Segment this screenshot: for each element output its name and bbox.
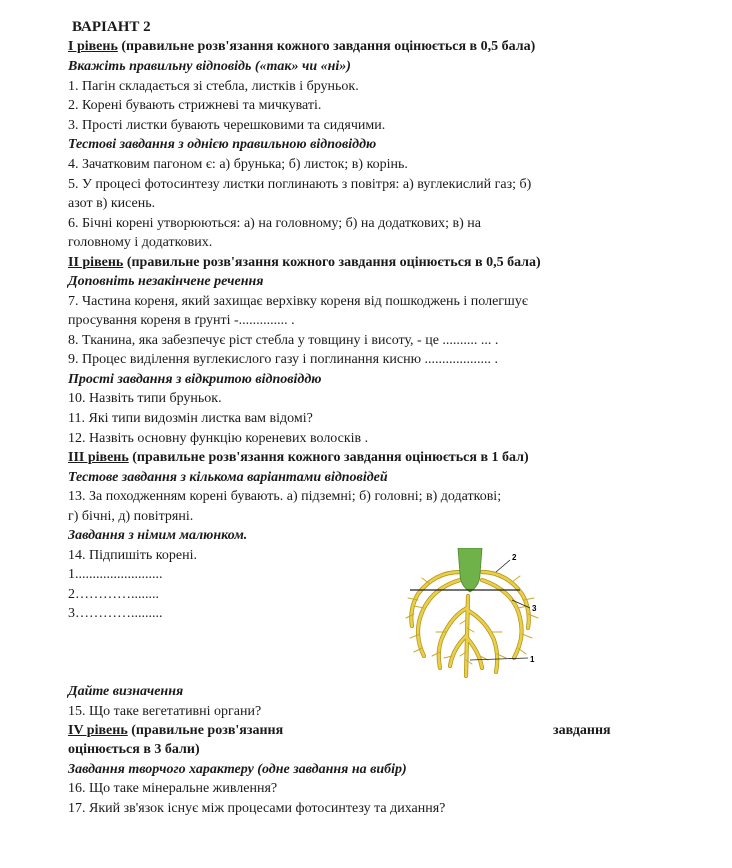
question-1: 1. Пагін складається зі стебла, листків і бруньок. bbox=[68, 79, 359, 94]
level2-heading-rest: (правильне розв'язання кожного завдання оцінюється в 0,5 бала) bbox=[123, 255, 541, 270]
answer-blank-2: 2…………........ bbox=[68, 587, 159, 602]
root-system-figure bbox=[400, 548, 550, 683]
question-16: 16. Що таке мінеральне живлення? bbox=[68, 781, 278, 796]
level4-heading-line2: оцінюється в 3 бали) bbox=[68, 742, 200, 757]
question-15: 15. Що таке вегетативні органи? bbox=[68, 704, 262, 719]
question-13-line1: 13. За походженням корені бувають. а) підземні; б) головні; в) додаткові; bbox=[68, 489, 502, 504]
level1-heading-link: І рівень bbox=[68, 39, 118, 54]
level1-section-single-choice: Тестові завдання з однією правильною відповіддю bbox=[68, 137, 377, 152]
question-12: 12. Назвіть основну функцію кореневих волосків . bbox=[68, 431, 369, 446]
level3-heading-link: ІІІ рівень bbox=[68, 450, 129, 465]
leader-line-2 bbox=[496, 560, 510, 572]
level4-heading bbox=[68, 722, 283, 740]
level4-heading-right: завдання bbox=[553, 723, 611, 738]
level4-heading-link: IV рівень bbox=[68, 723, 128, 738]
level4-heading-rest: (правильне розв'язання bbox=[127, 723, 284, 738]
level1-heading-rest: (правильне розв'язання кожного завдання оцінюється в 0,5 бала) bbox=[117, 39, 536, 54]
question-5-line1: 5. У процесі фотосинтезу листки поглинають з повітря: а) вуглекислий газ; б) bbox=[68, 177, 532, 192]
variant-title: ВАРІАНТ 2 bbox=[72, 19, 151, 35]
level3-heading-rest: (правильне розв'язання кожного завдання оцінюється в 1 бал) bbox=[128, 450, 529, 465]
question-13-line2: г) бічні, д) повітряні. bbox=[68, 509, 194, 524]
level3-section-silent-picture: Завдання з німим малюнком. bbox=[68, 528, 248, 543]
stem-shape bbox=[458, 548, 482, 592]
answer-blank-3: 3…………......... bbox=[68, 606, 163, 621]
question-6-line1: 6. Бічні корені утворюються: а) на головному; б) на додаткових; в) на bbox=[68, 216, 481, 231]
level3-section-definitions: Дайте визначення bbox=[68, 684, 184, 699]
level3-heading bbox=[68, 449, 529, 467]
question-2: 2. Корені бувають стрижневі та мичкуваті. bbox=[68, 98, 322, 113]
question-5-line2: азот в) кисень. bbox=[68, 196, 156, 211]
question-11: 11. Які типи видозмін листка вам відомі? bbox=[68, 411, 313, 426]
question-6-line2: головному і додаткових. bbox=[68, 235, 213, 250]
question-10: 10. Назвіть типи бруньок. bbox=[68, 391, 222, 406]
answer-blank-1: 1......................... bbox=[68, 567, 163, 582]
level1-heading bbox=[68, 38, 535, 56]
figure-label-3: 3 bbox=[532, 604, 537, 613]
question-14: 14. Підпишіть корені. bbox=[68, 548, 197, 563]
level2-section-complete-sentence: Доповніть незакінчене речення bbox=[68, 274, 264, 289]
level4-section-creative: Завдання творчого характеру (одне завдання на вибір) bbox=[68, 762, 407, 777]
question-8: 8. Тканина, яка забезпечує ріст стебла у товщину і висоту, - це .......... ... . bbox=[68, 333, 499, 348]
level3-section-multiple-choice: Тестове завдання з кількома варіантами відповідей bbox=[68, 470, 388, 485]
level2-heading-link: ІІ рівень bbox=[68, 255, 124, 270]
figure-label-2: 2 bbox=[512, 553, 517, 562]
level2-heading bbox=[68, 254, 541, 272]
level1-section-true-false: Вкажіть правильну відповідь («так» чи «ні») bbox=[68, 59, 351, 74]
question-3: 3. Прості листки бувають черешковими та сидячими. bbox=[68, 118, 386, 133]
question-9: 9. Процес виділення вуглекислого газу і поглинання кисню ................... . bbox=[68, 352, 499, 367]
question-4: 4. Зачатковим пагоном є: а) брунька; б) листок; в) корінь. bbox=[68, 157, 408, 172]
question-7-line2: просування кореня в ґрунті -.............. . bbox=[68, 313, 295, 328]
root-drawing bbox=[406, 548, 538, 676]
question-7-line1: 7. Частина кореня, який захищає верхівку кореня від пошкоджень і полегшує bbox=[68, 294, 528, 309]
question-17: 17. Який зв'язок існує між процесами фотосинтезу та дихання? bbox=[68, 801, 446, 816]
level2-section-open-answer: Прості завдання з відкритою відповіддю bbox=[68, 372, 322, 387]
figure-label-1: 1 bbox=[530, 655, 535, 664]
